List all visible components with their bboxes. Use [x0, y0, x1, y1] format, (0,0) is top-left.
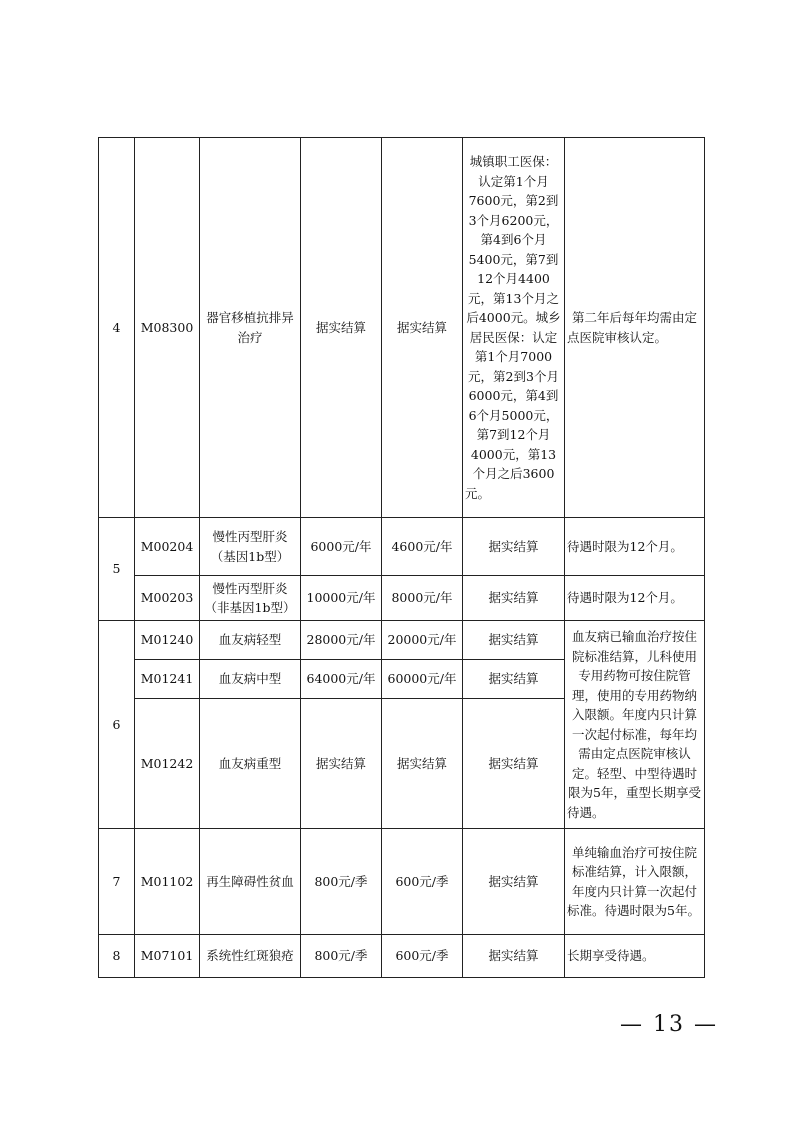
disease-name: 系统性红斑狼疮 [200, 935, 301, 978]
limit-employee: 28000元/年 [301, 621, 382, 660]
remark-cell: 长期享受待遇。 [565, 935, 705, 978]
standard-cell: 据实结算 [463, 935, 565, 978]
limit-employee: 800元/季 [301, 829, 382, 935]
remark-cell: 单纯输血治疗可按住院标准结算，计入限额，年度内只计算一次起付标准。待遇时限为5年。 [565, 829, 705, 935]
disease-code: M01242 [135, 699, 200, 829]
disease-code: M00203 [135, 576, 200, 621]
page-number: — 13 — [620, 1012, 718, 1037]
remark-cell: 待遇时限为12个月。 [565, 518, 705, 576]
limit-employee: 800元/季 [301, 935, 382, 978]
standard-cell: 据实结算 [463, 699, 565, 829]
remark-cell: 待遇时限为12个月。 [565, 576, 705, 621]
policy-table [98, 137, 705, 978]
table-row [99, 138, 705, 518]
row-number: 8 [99, 935, 135, 978]
row-number: 6 [99, 621, 135, 829]
row-number: 7 [99, 829, 135, 935]
disease-code: M07101 [135, 935, 200, 978]
limit-employee: 6000元/年 [301, 518, 382, 576]
table-row [99, 518, 705, 576]
disease-name: 慢性丙型肝炎（基因1b型） [200, 518, 301, 576]
remark-cell: 血友病已输血治疗按住院标准结算，儿科使用专用药物可按住院管理，使用的专用药物纳入限额。年度内只计算一次起付标准，每年均需由定点医院审核认定。轻型、中型待遇时限为5年，重型长期享受待遇。 [565, 621, 705, 829]
limit-resident: 8000元/年 [382, 576, 463, 621]
table-row [99, 935, 705, 978]
remark-cell: 第二年后每年均需由定点医院审核认定。 [565, 138, 705, 518]
table-row [99, 621, 705, 660]
disease-code: M00204 [135, 518, 200, 576]
table-row [99, 829, 705, 935]
standard-cell: 据实结算 [463, 576, 565, 621]
limit-employee: 据实结算 [301, 138, 382, 518]
limit-employee: 64000元/年 [301, 660, 382, 699]
limit-resident: 20000元/年 [382, 621, 463, 660]
disease-name: 再生障碍性贫血 [200, 829, 301, 935]
disease-name: 血友病轻型 [200, 621, 301, 660]
row-number: 5 [99, 518, 135, 621]
table-row [99, 576, 705, 621]
disease-code: M01240 [135, 621, 200, 660]
standard-cell: 据实结算 [463, 621, 565, 660]
limit-resident: 据实结算 [382, 138, 463, 518]
standard-cell: 据实结算 [463, 518, 565, 576]
limit-resident: 600元/季 [382, 935, 463, 978]
standard-cell: 据实结算 [463, 660, 565, 699]
disease-name: 血友病中型 [200, 660, 301, 699]
disease-name: 血友病重型 [200, 699, 301, 829]
row-number: 4 [99, 138, 135, 518]
disease-name: 慢性丙型肝炎（非基因1b型） [200, 576, 301, 621]
limit-resident: 据实结算 [382, 699, 463, 829]
limit-resident: 600元/季 [382, 829, 463, 935]
limit-resident: 4600元/年 [382, 518, 463, 576]
disease-code: M08300 [135, 138, 200, 518]
limit-employee: 据实结算 [301, 699, 382, 829]
disease-code: M01241 [135, 660, 200, 699]
disease-name: 器官移植抗排异治疗 [200, 138, 301, 518]
limit-employee: 10000元/年 [301, 576, 382, 621]
standard-cell: 据实结算 [463, 829, 565, 935]
limit-resident: 60000元/年 [382, 660, 463, 699]
standard-cell: 城镇职工医保：认定第1个月7600元，第2到3个月6200元，第4到6个月5400元，第7到12个月4400元，第13个月之后4000元。城乡居民医保：认定第1个月7000元，第2到3个月6000元，第4到6个月5000元，第7到12个月4000元，第13个月之后3600元。 [463, 138, 565, 518]
disease-code: M01102 [135, 829, 200, 935]
